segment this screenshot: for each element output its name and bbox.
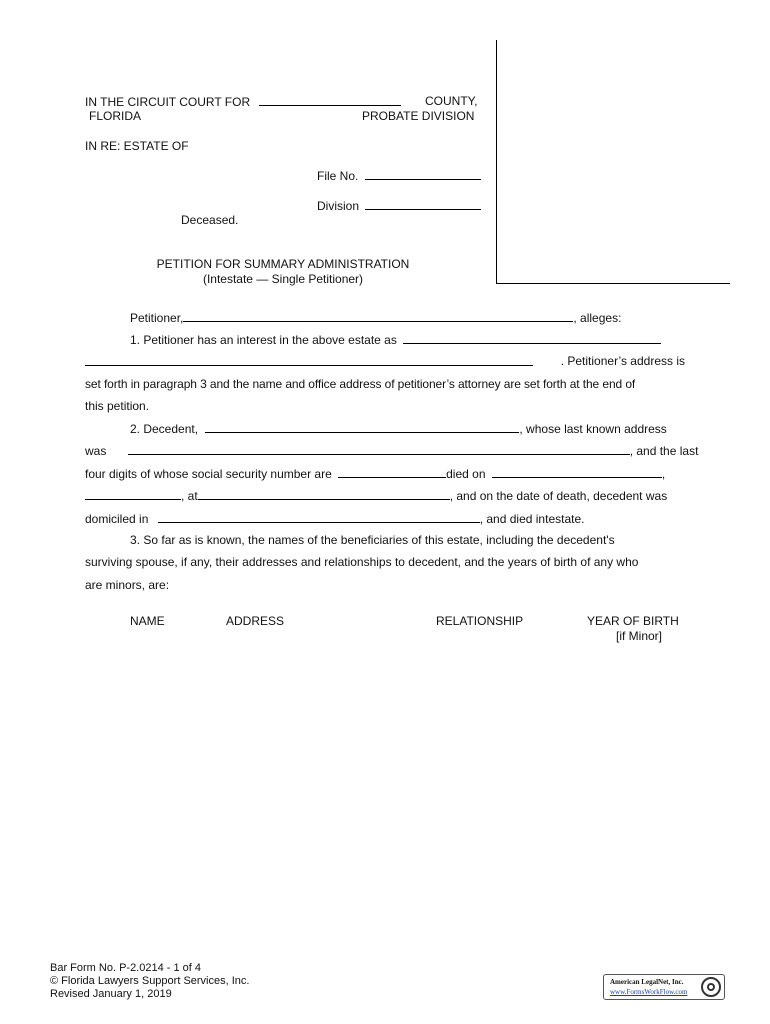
in-re-label: IN RE: ESTATE OF <box>85 139 189 153</box>
p3-line1: 3. So far as is known, the names of the beneficiaries of this estate, including the decedent's <box>130 533 615 547</box>
americanlegalnet-logo[interactable] <box>603 974 725 1000</box>
interest-blank-2[interactable] <box>85 354 533 366</box>
p2-line2 <box>85 443 698 458</box>
p2-line4 <box>85 488 667 503</box>
state-label: FLORIDA <box>89 109 142 123</box>
p2-line5 <box>85 511 584 526</box>
court-line <box>85 94 401 109</box>
caption-vertical-rule <box>496 40 497 284</box>
county-blank[interactable] <box>259 94 401 106</box>
p2-ssn: four digits of whose social security number are <box>85 467 332 481</box>
col-year-header: YEAR OF BIRTH <box>587 614 679 628</box>
p1-start: 1. Petitioner has an interest in the above estate as <box>130 333 397 347</box>
p2-line3 <box>85 466 665 481</box>
form-number: Bar Form No. P-2.0214 - 1 of 4 <box>50 962 202 974</box>
petitioner-label: Petitioner, <box>130 311 184 325</box>
revised-date: Revised January 1, 2019 <box>50 988 172 1000</box>
p1-rest: set forth in paragraph 3 and the name and office address of petitioner’s attorney are set forth at the end of <box>85 377 636 391</box>
p2-last: , and the last <box>629 444 699 458</box>
place-of-death-blank[interactable] <box>198 488 450 500</box>
col-name-header: NAME <box>130 614 165 628</box>
p1-address: . Petitioner’s address is <box>560 354 685 368</box>
domicile-blank[interactable] <box>158 511 480 523</box>
court-label: IN THE CIRCUIT COURT FOR <box>85 95 251 109</box>
footer <box>50 962 249 1001</box>
p1-line1 <box>130 332 661 347</box>
file-no-row <box>317 168 481 183</box>
p2-was: was <box>85 444 107 458</box>
p2-at: , at <box>181 489 198 503</box>
division-blank[interactable] <box>365 198 481 210</box>
alleges-label: , alleges: <box>573 311 622 325</box>
p3-line2: surviving spouse, if any, their addresses and relationships to decedent, and the years of birth of any who <box>85 555 639 569</box>
p2-line1 <box>130 421 667 436</box>
logo-company: American LegalNet, Inc. <box>610 978 684 986</box>
death-date-blank[interactable] <box>492 466 662 478</box>
p2-date: , and on the date of death, decedent was <box>449 489 668 503</box>
document-title: PETITION FOR SUMMARY ADMINISTRATION <box>156 257 410 271</box>
deceased-label: Deceased. <box>181 213 239 227</box>
division-row <box>317 198 481 213</box>
year-blank[interactable] <box>85 488 181 500</box>
p1-line2 <box>85 354 685 369</box>
p1-end: this petition. <box>85 399 150 413</box>
p2-died: died on <box>446 467 486 481</box>
copyright: © Florida Lawyers Support Services, Inc. <box>50 975 250 987</box>
p2-start: 2. Decedent, <box>130 422 199 436</box>
col-relationship-header: RELATIONSHIP <box>436 614 524 628</box>
logo-url[interactable]: www.FormsWorkFlow.com <box>610 988 688 996</box>
file-no-label: File No. <box>317 169 359 183</box>
p3-line3: are minors, are: <box>85 578 170 592</box>
p2-intestate: , and died intestate. <box>479 512 585 526</box>
ssn-blank[interactable] <box>338 466 446 478</box>
division-label: Division <box>317 199 360 213</box>
address-blank[interactable] <box>128 443 630 455</box>
seal-icon <box>701 977 721 997</box>
file-no-blank[interactable] <box>365 168 481 180</box>
petitioner-line <box>130 310 621 325</box>
p2-comma: , <box>661 467 666 481</box>
interest-blank[interactable] <box>403 332 661 344</box>
col-address-header: ADDRESS <box>226 614 285 628</box>
document-subtitle: (Intestate — Single Petitioner) <box>202 272 364 286</box>
p2-whose: , whose last known address <box>519 422 667 436</box>
petitioner-blank[interactable] <box>183 310 573 322</box>
p2-domiciled: domiciled in <box>85 512 149 526</box>
col-if-minor: [if Minor] <box>616 629 663 643</box>
county-label: COUNTY, <box>425 94 478 108</box>
division-heading: PROBATE DIVISION <box>362 109 475 123</box>
decedent-blank[interactable] <box>205 421 519 433</box>
